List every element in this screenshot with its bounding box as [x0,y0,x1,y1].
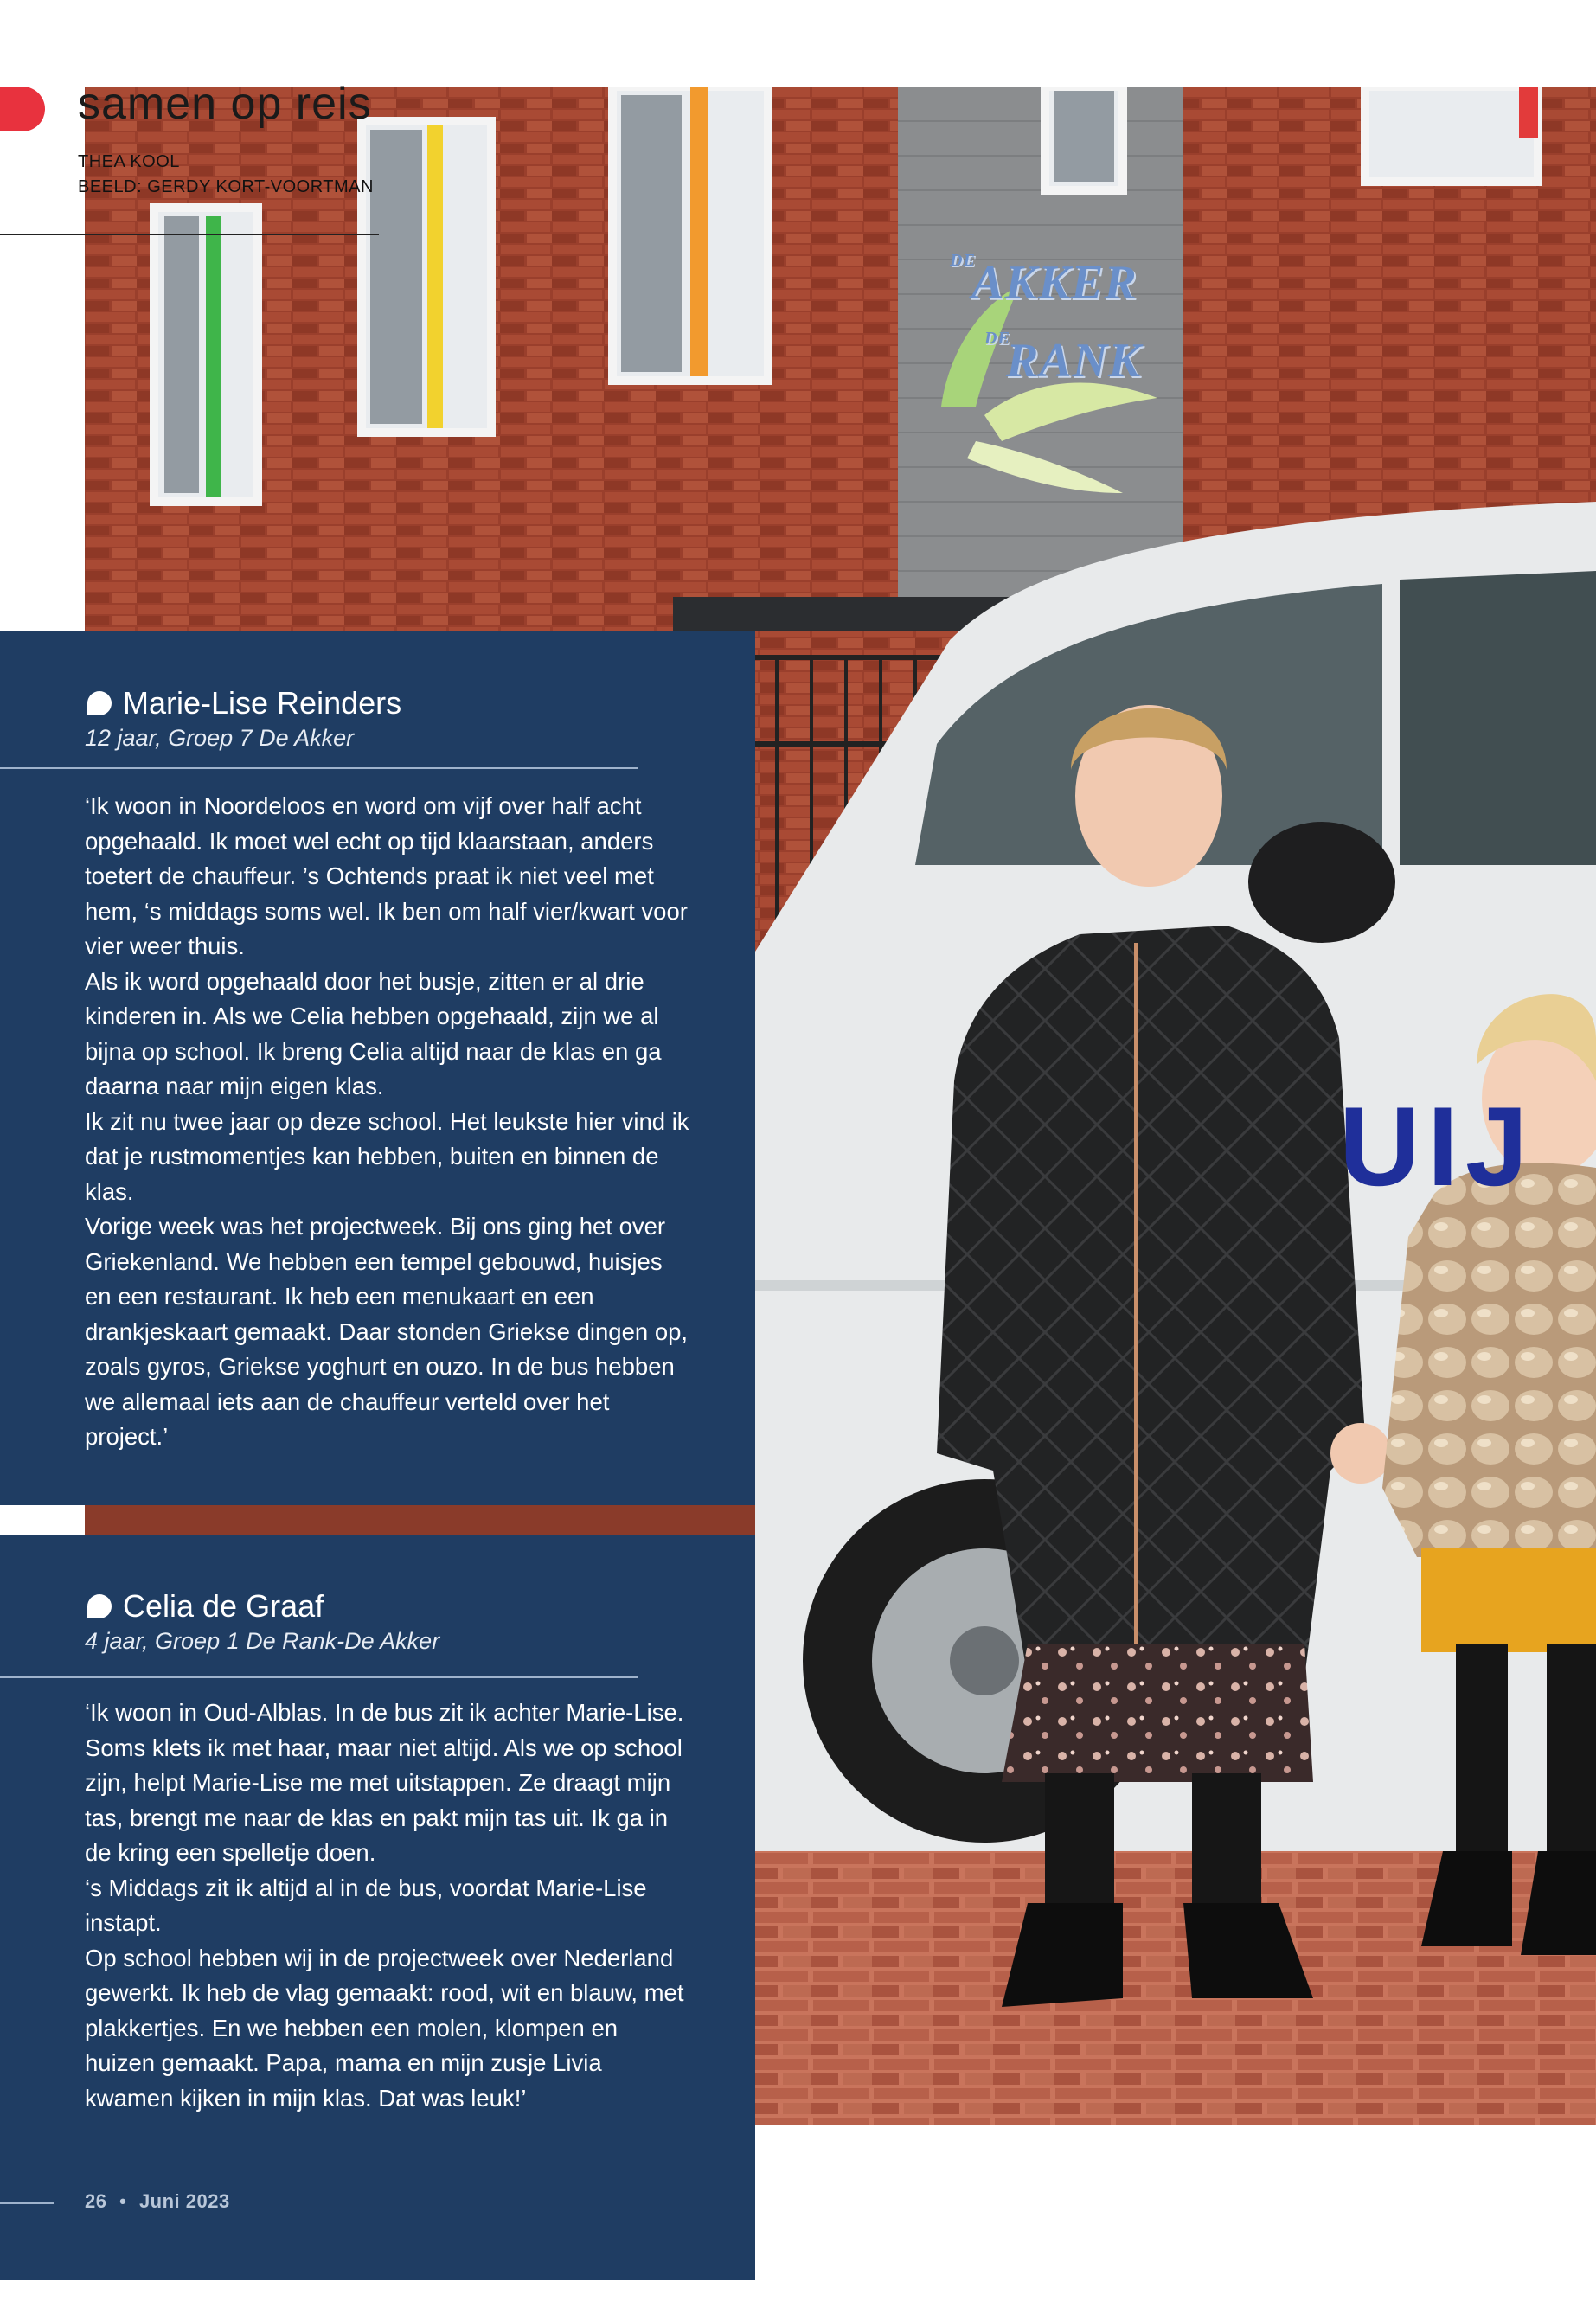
speech-bubble-icon [85,689,114,718]
school-sign-de-small: DE [950,251,976,270]
profile-panel-celia [0,1535,755,2280]
profile-heading [85,1588,324,1625]
section-title: samen op reis [78,79,372,129]
quote-paragraph: Op school hebben wij in de projectweek over Nederland gewerkt. Ik heb de vlag gemaakt: rood, wit en blauw, met plakkertjes. En we hebben een molen, klompen en huizen gemaakt. Papa, mama en mijn zusje Livia kwamen kijken in mijn klas. Dat was leuk!’ [85,1944,684,2112]
quote-paragraph: ‘s Middags zit ik altijd al in de bus, voordat Marie-Lise instapt. [85,1874,647,1936]
issue-date: Juni 2023 [138,2190,230,2212]
school-sign-de-small-2: DE [984,329,1010,348]
profile-quote [85,1695,690,2116]
profile-divider [0,1676,638,1678]
profile-panel-marie-lise [0,631,755,1505]
header-divider [0,234,379,235]
van-lettering: UIJ [1339,1083,1535,1209]
quote-paragraph: ‘Ik woon in Noordeloos en word om vijf over half acht opgehaald. Ik moet wel echt op tijd klaarstaan, anders toetert de chauffeur. ’s Ochtends praat ik niet veel met hem, ‘s middags soms wel. Ik ben om half vier/kwart voor vier weer thuis. [85,792,688,959]
profile-name: Celia de Graaf [123,1588,324,1624]
profile-quote [85,789,690,1455]
profile-divider [0,767,638,769]
profile-name: Marie-Lise Reinders [123,685,402,721]
footer-separator: • [119,2190,127,2212]
quote-paragraph: Vorige week was het projectweek. Bij ons ging het over Griekenland. We hebben een tempel gebouwd, huisjes en een restaurant. Ik heb een menukaart en een drankjeskaart gemaakt. Daar stonden Griekse dingen op, zoals gyros, Griekse yoghurt en ouzo. In de bus hebben we allemaal iets aan de chauffeur verteld over het project.’ [85,1213,689,1450]
quote-paragraph: ‘Ik woon in Oud-Alblas. In de bus zit ik achter Marie-Lise. Soms klets ik met haar, maar niet altijd. Als we op school zijn, helpt Marie-Lise me met uitstappen. Ze draagt mijn tas, brengt me naar de klas en pakt mijn tas uit. Ik ga in de kring een spelletje doen. [85,1699,684,1866]
photo-credit: BEELD: GERDY KORT-VOORTMAN [78,177,374,196]
page-number: 26 [85,2190,107,2212]
speech-bubble-icon [85,1592,114,1621]
school-sign-akker: AKKER [971,256,1138,310]
author-credit: THEA KOOL [78,152,180,171]
profile-heading [85,685,401,721]
school-sign-rank: RANK [1006,334,1142,388]
quote-paragraph: Ik zit nu twee jaar op deze school. Het leukste hier vind ik dat je rustmomentjes kan hebben, buiten en binnen de klas. [85,1107,689,1205]
profile-meta: 12 jaar, Groep 7 De Akker [85,725,355,751]
profile-meta: 4 jaar, Groep 1 De Rank-De Akker [85,1628,440,1654]
quote-paragraph: Als ik word opgehaald door het busje, zitten er al drie kinderen in. Als we Celia hebben opgehaald, zijn we al bijna op school. Ik breng Celia altijd naar de klas en ga daarna naar mijn eigen klas. [85,967,662,1099]
footer-divider [0,2202,54,2204]
page-footer [85,2190,230,2213]
section-marker [0,87,45,131]
